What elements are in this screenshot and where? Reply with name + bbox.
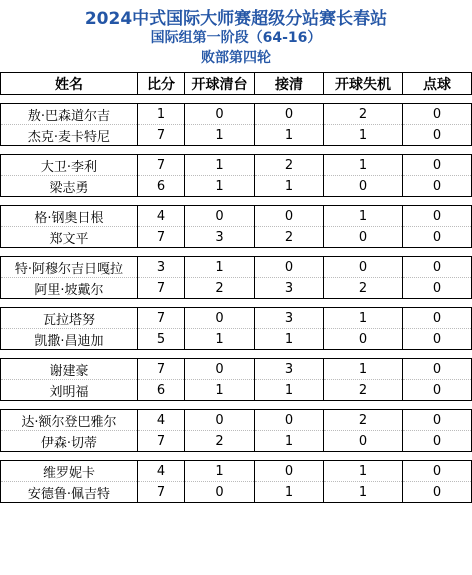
score-cell: 6 — [138, 380, 185, 401]
player-name-cell: 格·钢奥日根 — [1, 206, 138, 227]
break-clear-cell: 3 — [185, 227, 255, 248]
table-row — [1, 329, 472, 350]
break-foul-cell: 0 — [324, 257, 403, 278]
match-gap — [1, 95, 472, 104]
header-name: 姓名 — [1, 73, 138, 95]
spacer — [1, 401, 472, 410]
clearance-cell: 2 — [255, 227, 324, 248]
clearance-cell: 3 — [255, 308, 324, 329]
penalty-cell: 0 — [403, 410, 472, 431]
score-cell: 7 — [138, 482, 185, 503]
table-row — [1, 359, 472, 380]
table-row — [1, 380, 472, 401]
score-cell: 4 — [138, 410, 185, 431]
table-row — [1, 155, 472, 176]
break-clear-cell: 1 — [185, 257, 255, 278]
clearance-cell: 1 — [255, 380, 324, 401]
score-cell: 7 — [138, 278, 185, 299]
penalty-cell: 0 — [403, 104, 472, 125]
break-foul-cell: 1 — [324, 155, 403, 176]
penalty-cell: 0 — [403, 329, 472, 350]
spacer — [1, 248, 472, 257]
break-clear-cell: 1 — [185, 461, 255, 482]
player-name-cell: 安德鲁·佩吉特 — [1, 482, 138, 503]
round-label: 败部第四轮 — [201, 50, 271, 66]
clearance-cell: 3 — [255, 278, 324, 299]
header-break-foul: 开球失机 — [324, 73, 403, 95]
match-gap — [1, 401, 472, 410]
score-cell: 1 — [138, 104, 185, 125]
score-cell: 7 — [138, 359, 185, 380]
player-name-cell: 达·额尔登巴雅尔 — [1, 410, 138, 431]
penalty-cell: 0 — [403, 155, 472, 176]
score-cell: 7 — [138, 308, 185, 329]
break-foul-cell: 2 — [324, 104, 403, 125]
break-foul-cell: 0 — [324, 431, 403, 452]
match-gap — [1, 452, 472, 461]
spacer — [1, 299, 472, 308]
break-clear-cell: 0 — [185, 206, 255, 227]
clearance-cell: 0 — [255, 461, 324, 482]
table-row — [1, 257, 472, 278]
clearance-cell: 1 — [255, 329, 324, 350]
break-foul-cell: 1 — [324, 359, 403, 380]
clearance-cell: 0 — [255, 104, 324, 125]
break-foul-cell: 1 — [324, 308, 403, 329]
table-row — [1, 278, 472, 299]
clearance-cell: 0 — [255, 410, 324, 431]
break-foul-cell: 0 — [324, 227, 403, 248]
break-foul-cell: 1 — [324, 461, 403, 482]
match-gap — [1, 299, 472, 308]
header-score: 比分 — [138, 73, 185, 95]
clearance-cell: 1 — [255, 176, 324, 197]
page-title: 2024中式国际大师赛超级分站赛长春站 — [84, 9, 388, 29]
clearance-cell: 1 — [255, 125, 324, 146]
table-row — [1, 431, 472, 452]
penalty-cell: 0 — [403, 125, 472, 146]
clearance-cell: 0 — [255, 206, 324, 227]
match-gap — [1, 146, 472, 155]
results-table — [0, 72, 472, 503]
spacer — [1, 197, 472, 206]
player-name-cell: 瓦拉塔努 — [1, 308, 138, 329]
break-clear-cell: 1 — [185, 380, 255, 401]
penalty-cell: 0 — [403, 431, 472, 452]
header-clearance: 接清 — [255, 73, 324, 95]
table-header-row — [1, 73, 472, 95]
header-break-clear: 开球清台 — [185, 73, 255, 95]
penalty-cell: 0 — [403, 278, 472, 299]
table-row — [1, 308, 472, 329]
break-foul-cell: 1 — [324, 125, 403, 146]
player-name-cell: 凯撒·昌迪加 — [1, 329, 138, 350]
break-clear-cell: 2 — [185, 431, 255, 452]
player-name-cell: 杰克·麦卡特尼 — [1, 125, 138, 146]
break-clear-cell: 1 — [185, 125, 255, 146]
break-foul-cell: 1 — [324, 206, 403, 227]
penalty-cell: 0 — [403, 227, 472, 248]
match-gap — [1, 248, 472, 257]
spacer — [1, 350, 472, 359]
player-name-cell: 阿里·坡戴尔 — [1, 278, 138, 299]
penalty-cell: 0 — [403, 461, 472, 482]
player-name-cell: 刘明福 — [1, 380, 138, 401]
player-name-cell: 伊森·切蒂 — [1, 431, 138, 452]
break-clear-cell: 0 — [185, 104, 255, 125]
score-cell: 7 — [138, 431, 185, 452]
break-clear-cell: 0 — [185, 308, 255, 329]
break-clear-cell: 2 — [185, 278, 255, 299]
page-subtitle: 国际组第一阶段（64-16） — [150, 30, 322, 46]
break-foul-cell: 2 — [324, 410, 403, 431]
table-row — [1, 176, 472, 197]
score-cell: 4 — [138, 461, 185, 482]
clearance-cell: 1 — [255, 431, 324, 452]
table-row — [1, 482, 472, 503]
spacer — [1, 146, 472, 155]
clearance-cell: 3 — [255, 359, 324, 380]
score-cell: 3 — [138, 257, 185, 278]
break-foul-cell: 1 — [324, 482, 403, 503]
score-cell: 5 — [138, 329, 185, 350]
clearance-cell: 1 — [255, 482, 324, 503]
spacer — [1, 95, 472, 104]
player-name-cell: 敖·巴森道尔吉 — [1, 104, 138, 125]
table-row — [1, 461, 472, 482]
header-penalty: 点球 — [403, 73, 472, 95]
player-name-cell: 维罗妮卡 — [1, 461, 138, 482]
break-foul-cell: 2 — [324, 380, 403, 401]
break-foul-cell: 0 — [324, 329, 403, 350]
table-row — [1, 206, 472, 227]
match-gap — [1, 350, 472, 359]
player-name-cell: 特·阿穆尔吉日嘎拉 — [1, 257, 138, 278]
break-clear-cell: 0 — [185, 359, 255, 380]
score-cell: 6 — [138, 176, 185, 197]
penalty-cell: 0 — [403, 359, 472, 380]
table-row — [1, 104, 472, 125]
match-gap — [1, 197, 472, 206]
break-clear-cell: 1 — [185, 155, 255, 176]
penalty-cell: 0 — [403, 308, 472, 329]
penalty-cell: 0 — [403, 206, 472, 227]
table-row — [1, 410, 472, 431]
break-foul-cell: 0 — [324, 176, 403, 197]
break-foul-cell: 2 — [324, 278, 403, 299]
break-clear-cell: 0 — [185, 410, 255, 431]
break-clear-cell: 1 — [185, 176, 255, 197]
player-name-cell: 梁志勇 — [1, 176, 138, 197]
penalty-cell: 0 — [403, 257, 472, 278]
clearance-cell: 0 — [255, 257, 324, 278]
table-row — [1, 227, 472, 248]
table-row — [1, 125, 472, 146]
score-cell: 7 — [138, 227, 185, 248]
penalty-cell: 0 — [403, 380, 472, 401]
spacer — [1, 452, 472, 461]
score-cell: 7 — [138, 125, 185, 146]
score-cell: 7 — [138, 155, 185, 176]
player-name-cell: 郑文平 — [1, 227, 138, 248]
score-cell: 4 — [138, 206, 185, 227]
table-body — [1, 95, 472, 503]
penalty-cell: 0 — [403, 482, 472, 503]
penalty-cell: 0 — [403, 176, 472, 197]
player-name-cell: 大卫·李利 — [1, 155, 138, 176]
player-name-cell: 谢建豪 — [1, 359, 138, 380]
break-clear-cell: 1 — [185, 329, 255, 350]
break-clear-cell: 0 — [185, 482, 255, 503]
clearance-cell: 2 — [255, 155, 324, 176]
